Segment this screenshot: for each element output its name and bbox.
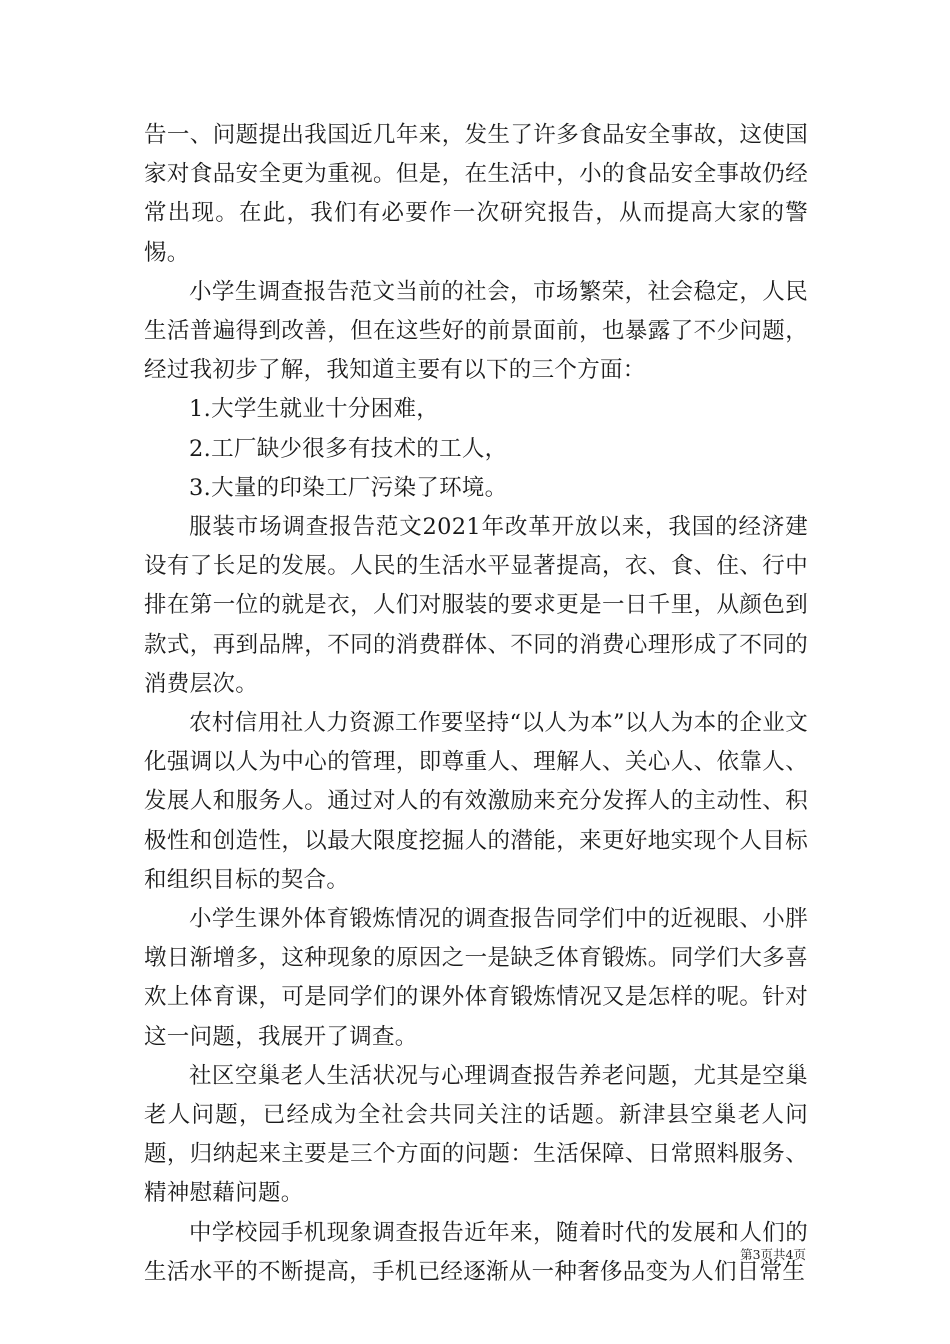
- paragraph-continuation: 告一、问题提出我国近几年来，发生了许多食品安全事故，这使国家对食品安全更为重视。但是，在生活中，小的食品安全事故仍经常出现。在此，我们有必要作一次研究报告，从而提高大家的警惕。: [144, 122, 808, 266]
- paragraph-credit-union-hr: 农村信用社人力资源工作要坚持“以人为本”以人为本的企业文化强调以人为中心的管理，即尊重人、理解人、关心人、依靠人、发展人和服务人。通过对人的有效激励来充分发挥人的主动性、积极性和创造性，以最大限度挖掘人的潜能，来更好地实现个人目标和组织目标的契合。: [144, 710, 808, 893]
- list-item-3: 3.大量的印染工厂污染了环境。: [189, 474, 508, 501]
- document-body: [144, 116, 808, 1292]
- paragraph-primary-school-report: 小学生调查报告范文当前的社会，市场繁荣，社会稳定，人民生活普遍得到改善，但在这些好的前景面前，也暴露了不少问题，经过我初步了解，我知道主要有以下的三个方面：: [144, 278, 808, 384]
- list-item-1: 1.大学生就业十分困难，: [189, 396, 440, 423]
- page-number: 第3页共4页: [740, 1247, 806, 1262]
- list-item-2: 2.工厂缺少很多有技术的工人，: [189, 435, 508, 462]
- paragraph-empty-nest-report: 社区空巢老人生活状况与心理调查报告养老问题，尤其是空巢老人问题，已经成为全社会共同关注的话题。新津县空巢老人问题，归纳起来主要是三个方面的问题：生活保障、日常照料服务、精神慰藉问题。: [144, 1062, 808, 1207]
- paragraph-mobile-phone-report: 中学校园手机现象调查报告近年来，随着时代的发展和人们的生活水平的不断提高，手机已经逐渐从一种奢侈品变为人们日常生: [144, 1219, 808, 1285]
- paragraph-clothing-market-report: 服装市场调查报告范文2021年改革开放以来，我国的经济建设有了长足的发展。人民的生活水平显著提高，衣、食、住、行中排在第一位的就是衣，人们对服装的要求更是一日千里，从颜色到款式，再到品牌，不同的消费群体、不同的消费心理形成了不同的消费层次。: [144, 514, 808, 697]
- paragraph-sports-report: 小学生课外体育锻炼情况的调查报告同学们中的近视眼、小胖墩日渐增多，这种现象的原因之一是缺乏体育锻炼。同学们大多喜欢上体育课，可是同学们的课外体育锻炼情况又是怎样的呢。针对这一问题，我展开了调查。: [144, 906, 808, 1050]
